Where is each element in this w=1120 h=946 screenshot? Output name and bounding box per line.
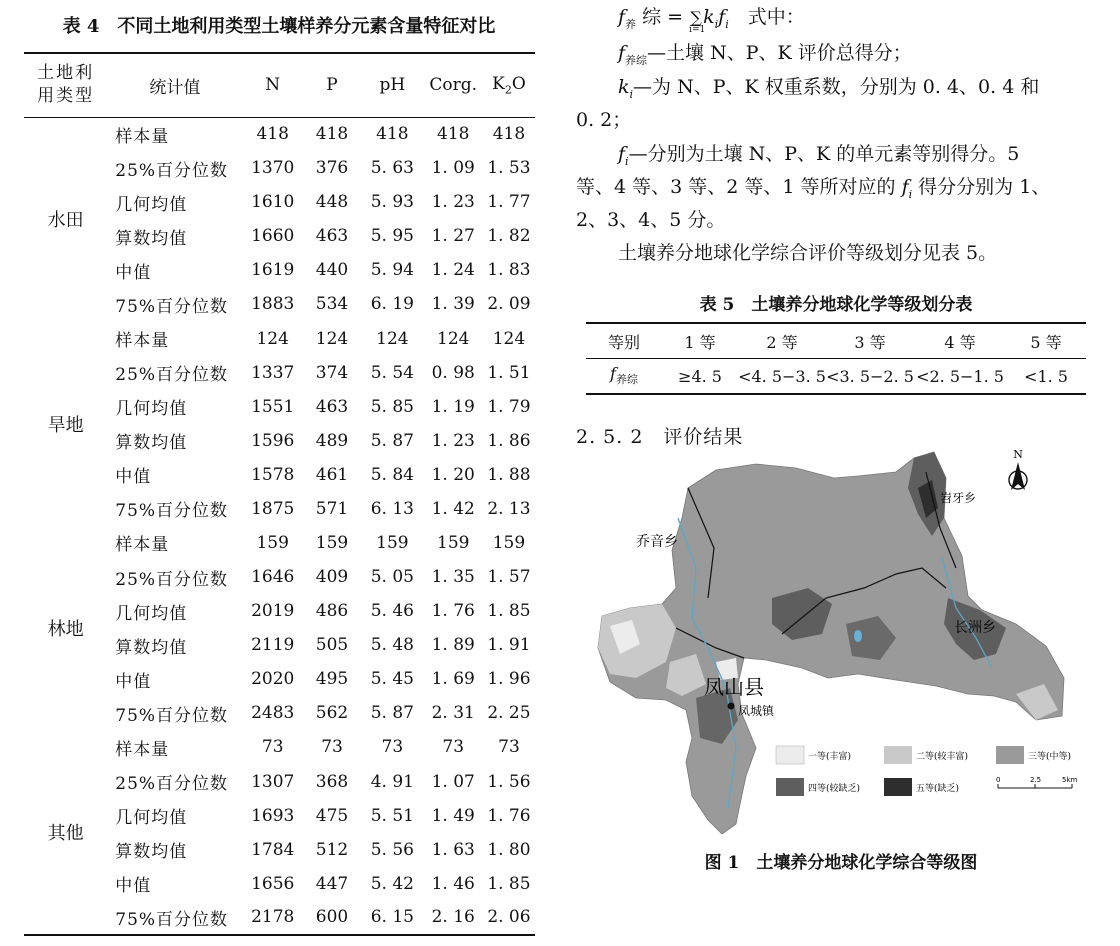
soil-grade-map bbox=[596, 448, 1086, 838]
table5-h3: 3 等 bbox=[826, 323, 914, 359]
value-cell-corg: 1. 35 bbox=[431, 567, 475, 588]
value-cell-n: 2119 bbox=[251, 635, 295, 656]
value-cell-n: 1883 bbox=[251, 294, 295, 315]
value-cell-n: 1610 bbox=[251, 192, 295, 213]
table5-v5: <1. 5 bbox=[1024, 366, 1068, 386]
value-cell-corg: 2. 16 bbox=[431, 907, 475, 928]
def-f-line bbox=[618, 38, 912, 68]
value-cell-n: 1337 bbox=[251, 362, 295, 383]
value-cell-corg: 1. 76 bbox=[431, 601, 475, 622]
value-cell-corg: 1. 42 bbox=[431, 498, 475, 519]
town-dot bbox=[728, 703, 735, 710]
value-cell-n: 2178 bbox=[251, 907, 295, 928]
place-qiaoyin: 乔音乡 bbox=[636, 534, 678, 550]
value-cell-corg: 1. 19 bbox=[431, 396, 475, 417]
value-cell-n: 2483 bbox=[251, 703, 295, 724]
table5-caption: 表 5 土壤养分地球化学等级划分表 bbox=[699, 295, 973, 315]
def-k-text: —为 N、P、K 权重系数，分别为 0. 4、0. 4 和 bbox=[633, 76, 1040, 98]
value-cell-k2o: 418 bbox=[492, 124, 526, 145]
def-k: k bbox=[618, 76, 630, 98]
formula-f: f bbox=[618, 6, 626, 28]
value-cell-ph: 5. 93 bbox=[370, 192, 414, 213]
value-cell-n: 2019 bbox=[251, 601, 295, 622]
value-cell-k2o: 1. 51 bbox=[487, 362, 531, 383]
value-cell-ph: 5. 84 bbox=[370, 464, 414, 485]
value-cell-ph: 5. 46 bbox=[370, 601, 414, 622]
value-cell-p: 159 bbox=[315, 532, 349, 553]
value-cell-p: 440 bbox=[315, 260, 349, 281]
stat-cell: 中值 bbox=[115, 671, 152, 692]
formula-sum-lower: i=1 bbox=[689, 25, 706, 35]
stat-cell: 75%百分位数 bbox=[115, 705, 229, 726]
value-cell-p: 600 bbox=[315, 907, 349, 928]
value-cell-ph: 418 bbox=[376, 124, 409, 145]
stat-cell: 样本量 bbox=[115, 331, 170, 351]
value-cell-corg: 73 bbox=[442, 737, 465, 758]
value-cell-n: 1551 bbox=[251, 396, 295, 417]
legend-swatch-1 bbox=[776, 746, 804, 764]
value-cell-k2o: 1. 56 bbox=[487, 771, 531, 792]
value-cell-p: 489 bbox=[315, 430, 349, 451]
stat-cell: 中值 bbox=[115, 876, 152, 897]
stat-cell: 几何均值 bbox=[115, 808, 188, 829]
value-cell-p: 534 bbox=[315, 294, 349, 315]
value-cell-k2o: 2. 09 bbox=[487, 294, 531, 315]
stat-cell: 25%百分位数 bbox=[115, 774, 229, 795]
table4 bbox=[24, 52, 535, 936]
section-heading: 2. 5. 2 评价结果 bbox=[576, 426, 744, 448]
value-cell-ph: 5. 85 bbox=[370, 396, 414, 417]
legend-label-1: 一等(丰富) bbox=[808, 752, 852, 762]
value-cell-n: 1660 bbox=[251, 226, 295, 247]
value-cell-n: 1646 bbox=[251, 567, 295, 588]
formula-k: k bbox=[703, 6, 715, 28]
stat-cell: 样本量 bbox=[115, 739, 170, 760]
value-cell-corg: 0. 98 bbox=[431, 362, 475, 383]
stat-cell: 75%百分位数 bbox=[115, 909, 229, 930]
value-cell-n: 73 bbox=[261, 737, 284, 758]
value-cell-corg: 124 bbox=[437, 328, 470, 349]
value-cell-ph: 5. 54 bbox=[370, 362, 414, 383]
value-cell-n: 124 bbox=[256, 328, 289, 349]
def-fi: f bbox=[618, 143, 626, 165]
value-cell-p: 461 bbox=[315, 464, 349, 485]
formula-f2-sub: i bbox=[725, 17, 729, 31]
value-cell-k2o: 159 bbox=[492, 532, 526, 553]
legend-label-4: 四等(较缺乏) bbox=[808, 784, 861, 794]
legend-swatch-4 bbox=[776, 778, 804, 796]
table-row bbox=[24, 730, 535, 764]
table5-v1: ≥4. 5 bbox=[678, 366, 722, 386]
table5-h0: 等别 bbox=[586, 323, 662, 359]
value-cell-p: 505 bbox=[315, 635, 349, 656]
value-cell-n: 1578 bbox=[251, 464, 295, 485]
table5-row-label-sub: 养综 bbox=[615, 373, 638, 387]
def-fi-cont-b: 得分分别为 1、 bbox=[912, 176, 1051, 198]
def-k-cont: 0. 2； bbox=[576, 109, 632, 131]
stat-cell: 25%百分位数 bbox=[115, 160, 229, 181]
value-cell-corg: 1. 23 bbox=[431, 192, 475, 213]
value-cell-ph: 124 bbox=[376, 328, 409, 349]
value-cell-k2o: 1. 82 bbox=[487, 226, 531, 247]
value-cell-n: 2020 bbox=[251, 669, 295, 690]
table-row bbox=[24, 117, 535, 151]
stat-cell: 算数均值 bbox=[115, 637, 188, 658]
place-county: 凤山县 bbox=[704, 675, 764, 699]
value-cell-p: 418 bbox=[315, 124, 349, 145]
legend-swatch-2 bbox=[884, 746, 912, 764]
land-type-cell: 水田 bbox=[47, 210, 84, 232]
table5-row-label-f: f bbox=[610, 364, 616, 384]
table4-header-row bbox=[24, 53, 535, 117]
scale-bar bbox=[996, 776, 1078, 788]
value-cell-p: 562 bbox=[315, 703, 349, 724]
legend-label-5: 五等(缺乏) bbox=[916, 784, 960, 794]
value-cell-p: 463 bbox=[315, 396, 349, 417]
value-cell-ph: 73 bbox=[381, 737, 404, 758]
value-cell-corg: 1. 63 bbox=[431, 839, 475, 860]
stat-cell: 样本量 bbox=[115, 535, 170, 556]
value-cell-corg: 1. 09 bbox=[431, 158, 475, 179]
stat-cell: 几何均值 bbox=[115, 194, 188, 215]
value-cell-ph: 5. 95 bbox=[370, 226, 414, 247]
value-cell-p: 448 bbox=[315, 192, 349, 213]
value-cell-ph: 5. 42 bbox=[370, 873, 414, 894]
value-cell-n: 1307 bbox=[251, 771, 295, 792]
land-type-cell: 其他 bbox=[47, 823, 84, 845]
value-cell-p: 368 bbox=[315, 771, 349, 792]
table-row bbox=[24, 321, 535, 355]
place-xiaya: 岧牙乡 bbox=[940, 491, 977, 505]
value-cell-k2o: 2. 06 bbox=[487, 907, 531, 928]
stat-cell: 75%百分位数 bbox=[115, 501, 229, 522]
legend-swatch-5 bbox=[884, 778, 912, 796]
value-cell-p: 512 bbox=[315, 839, 349, 860]
formula-f2: f bbox=[718, 6, 726, 28]
value-cell-p: 475 bbox=[315, 805, 349, 826]
header-k2o-o: O bbox=[511, 74, 526, 95]
value-cell-ph: 4. 91 bbox=[370, 771, 414, 792]
value-cell-p: 571 bbox=[315, 498, 349, 519]
value-cell-p: 486 bbox=[315, 601, 349, 622]
stat-cell: 75%百分位数 bbox=[115, 296, 229, 317]
value-cell-k2o: 1. 79 bbox=[487, 396, 531, 417]
header-p: P bbox=[326, 75, 338, 96]
stat-cell: 中值 bbox=[115, 467, 152, 488]
land-type-cell: 旱地 bbox=[47, 414, 84, 436]
formula-sum-symbol: ∑ bbox=[690, 8, 702, 27]
value-cell-p: 409 bbox=[315, 567, 349, 588]
value-cell-n: 418 bbox=[256, 124, 289, 145]
value-cell-p: 124 bbox=[315, 328, 349, 349]
header-k2o bbox=[483, 53, 535, 117]
def-f-sub: 养综 bbox=[625, 53, 648, 67]
stat-cell: 几何均值 bbox=[115, 603, 188, 624]
header-n: N bbox=[265, 75, 281, 96]
scale-label-0: 0 bbox=[996, 776, 1001, 784]
value-cell-n: 1370 bbox=[251, 158, 295, 179]
map-lake bbox=[854, 630, 862, 642]
table5-header-row bbox=[586, 323, 1086, 359]
value-cell-k2o: 1. 86 bbox=[487, 430, 531, 451]
table5-h5: 5 等 bbox=[1006, 323, 1086, 359]
value-cell-n: 1656 bbox=[251, 873, 295, 894]
value-cell-ph: 5. 87 bbox=[370, 430, 414, 451]
value-cell-p: 374 bbox=[315, 362, 349, 383]
header-corg: Corg. bbox=[429, 75, 478, 96]
def-fi-cont2: 2、3、4、5 分。 bbox=[576, 209, 726, 231]
value-cell-corg: 1. 20 bbox=[431, 464, 475, 485]
value-cell-p: 495 bbox=[315, 669, 349, 690]
value-cell-ph: 5. 87 bbox=[370, 703, 414, 724]
value-cell-k2o: 2. 13 bbox=[487, 498, 531, 519]
value-cell-k2o: 1. 85 bbox=[487, 873, 531, 894]
def-k-sub: i bbox=[629, 87, 634, 101]
value-cell-corg: 1. 07 bbox=[431, 771, 475, 792]
def-fi-line bbox=[618, 139, 1019, 168]
table5-h2: 2 等 bbox=[738, 323, 826, 359]
ref-table5-line: 土壤养分地球化学综合评价等级划分见表 5。 bbox=[618, 242, 998, 264]
value-cell-ph: 6. 13 bbox=[370, 498, 414, 519]
value-cell-ph: 5. 45 bbox=[370, 669, 414, 690]
value-cell-p: 73 bbox=[321, 737, 343, 758]
formula-k-sub: i bbox=[714, 17, 719, 31]
value-cell-corg: 1. 46 bbox=[431, 873, 475, 894]
def-fi-cont-a: 等、4 等、3 等、2 等、1 等所对应的 bbox=[576, 176, 902, 198]
value-cell-k2o: 1. 83 bbox=[487, 260, 531, 281]
value-cell-p: 376 bbox=[315, 158, 349, 179]
table5-h4: 4 等 bbox=[914, 323, 1006, 359]
value-cell-k2o: 2. 25 bbox=[487, 703, 531, 724]
value-cell-n: 1875 bbox=[251, 498, 295, 519]
formula-line bbox=[618, 2, 805, 35]
scale-label-end: 5km bbox=[1062, 776, 1078, 784]
value-cell-corg: 1. 23 bbox=[431, 430, 475, 451]
value-cell-k2o: 1. 91 bbox=[487, 635, 531, 656]
value-cell-corg: 159 bbox=[437, 532, 470, 553]
value-cell-ph: 159 bbox=[376, 532, 409, 553]
legend-label-2: 二等(较丰富) bbox=[916, 752, 969, 762]
place-changzhou: 长洲乡 bbox=[954, 620, 996, 636]
value-cell-k2o: 73 bbox=[498, 737, 520, 758]
table5-v4: <2. 5−1. 5 bbox=[916, 366, 1004, 386]
header-land-type-line1: 土地利 bbox=[37, 63, 95, 84]
value-cell-n: 1596 bbox=[251, 430, 295, 451]
def-fi-cont-sub: i bbox=[908, 187, 913, 201]
value-cell-k2o: 1. 80 bbox=[487, 839, 531, 860]
header-stat: 统计值 bbox=[149, 77, 201, 98]
value-cell-ph: 5. 51 bbox=[370, 805, 414, 826]
value-cell-n: 1784 bbox=[251, 839, 295, 860]
def-fi-cont bbox=[576, 172, 1050, 201]
table4-body bbox=[24, 117, 535, 935]
stat-cell: 25%百分位数 bbox=[115, 365, 229, 386]
table5-row-label bbox=[586, 359, 662, 395]
figure1-caption: 图 1 土壤养分地球化学综合等级图 bbox=[704, 853, 978, 873]
value-cell-k2o: 1. 53 bbox=[487, 158, 531, 179]
header-k2o-k: K bbox=[492, 74, 505, 95]
stat-cell: 几何均值 bbox=[115, 399, 188, 420]
value-cell-k2o: 1. 85 bbox=[487, 601, 531, 622]
def-fi-sub: i bbox=[625, 154, 629, 168]
value-cell-p: 447 bbox=[315, 873, 349, 894]
stat-cell: 25%百分位数 bbox=[115, 569, 229, 590]
value-cell-k2o: 1. 57 bbox=[487, 567, 531, 588]
value-cell-corg: 1. 39 bbox=[431, 294, 475, 315]
value-cell-corg: 1. 69 bbox=[431, 669, 475, 690]
value-cell-k2o: 1. 76 bbox=[487, 805, 531, 826]
north-label: N bbox=[1013, 448, 1023, 461]
value-cell-corg: 1. 49 bbox=[431, 805, 475, 826]
header-ph: pH bbox=[379, 75, 406, 96]
value-cell-n: 1693 bbox=[251, 805, 295, 826]
def-f-text: —土壤 N、P、K 评价总得分； bbox=[647, 42, 912, 64]
value-cell-n: 159 bbox=[256, 532, 289, 553]
stat-cell: 算数均值 bbox=[115, 842, 188, 863]
value-cell-k2o: 1. 96 bbox=[487, 669, 531, 690]
land-type-cell: 林地 bbox=[47, 619, 84, 641]
legend-label-3: 三等(中等) bbox=[1028, 752, 1072, 762]
value-cell-ph: 6. 19 bbox=[370, 294, 414, 315]
value-cell-ph: 5. 94 bbox=[370, 260, 414, 281]
value-cell-ph: 5. 63 bbox=[370, 158, 414, 179]
place-town: 凤城镇 bbox=[738, 704, 775, 718]
header-land-type bbox=[24, 53, 107, 117]
header-k2o-sub: 2 bbox=[504, 83, 512, 97]
def-k-line bbox=[618, 72, 1039, 101]
table5-v3: <3. 5−2. 5 bbox=[826, 366, 914, 386]
formula-mid: 综 = bbox=[636, 6, 690, 28]
value-cell-p: 463 bbox=[315, 226, 349, 247]
value-cell-corg: 418 bbox=[437, 124, 470, 145]
def-fi-text: —分别为土壤 N、P、K 的单元素等别得分。5 bbox=[628, 143, 1020, 165]
def-fi-cont-f: f bbox=[901, 176, 909, 198]
def-f: f bbox=[618, 42, 626, 64]
value-cell-ph: 6. 15 bbox=[370, 907, 414, 928]
value-cell-ph: 5. 48 bbox=[370, 635, 414, 656]
value-cell-k2o: 1. 77 bbox=[487, 192, 531, 213]
value-cell-ph: 5. 56 bbox=[370, 839, 414, 860]
value-cell-n: 1619 bbox=[251, 260, 295, 281]
value-cell-corg: 1. 89 bbox=[431, 635, 475, 656]
stat-cell: 算数均值 bbox=[115, 433, 188, 454]
value-cell-corg: 1. 24 bbox=[431, 260, 475, 281]
legend-swatch-3 bbox=[996, 746, 1024, 764]
stat-cell: 算数均值 bbox=[115, 228, 188, 249]
scale-label-mid: 2.5 bbox=[1030, 776, 1042, 784]
table5 bbox=[586, 322, 1086, 395]
table5-h1: 1 等 bbox=[662, 323, 738, 359]
table5-value-row bbox=[586, 359, 1086, 395]
stat-cell: 样本量 bbox=[115, 126, 170, 147]
stat-cell: 中值 bbox=[115, 262, 152, 283]
value-cell-k2o: 124 bbox=[492, 328, 526, 349]
formula-tail: 式中： bbox=[728, 6, 805, 28]
table4-caption: 表 4 不同土地利用类型土壤样养分元素含量特征对比 bbox=[62, 16, 496, 37]
north-arrow-icon bbox=[1009, 448, 1027, 490]
table-row bbox=[24, 526, 535, 560]
header-land-type-line2: 用类型 bbox=[37, 86, 95, 107]
value-cell-corg: 1. 27 bbox=[431, 226, 475, 247]
value-cell-ph: 5. 05 bbox=[370, 567, 414, 588]
formula-sum bbox=[689, 6, 706, 35]
table5-v2: <4. 5−3. 5 bbox=[738, 366, 826, 386]
value-cell-corg: 2. 31 bbox=[431, 703, 475, 724]
formula-f-sub: 养 bbox=[625, 17, 637, 31]
value-cell-k2o: 1. 88 bbox=[487, 464, 531, 485]
